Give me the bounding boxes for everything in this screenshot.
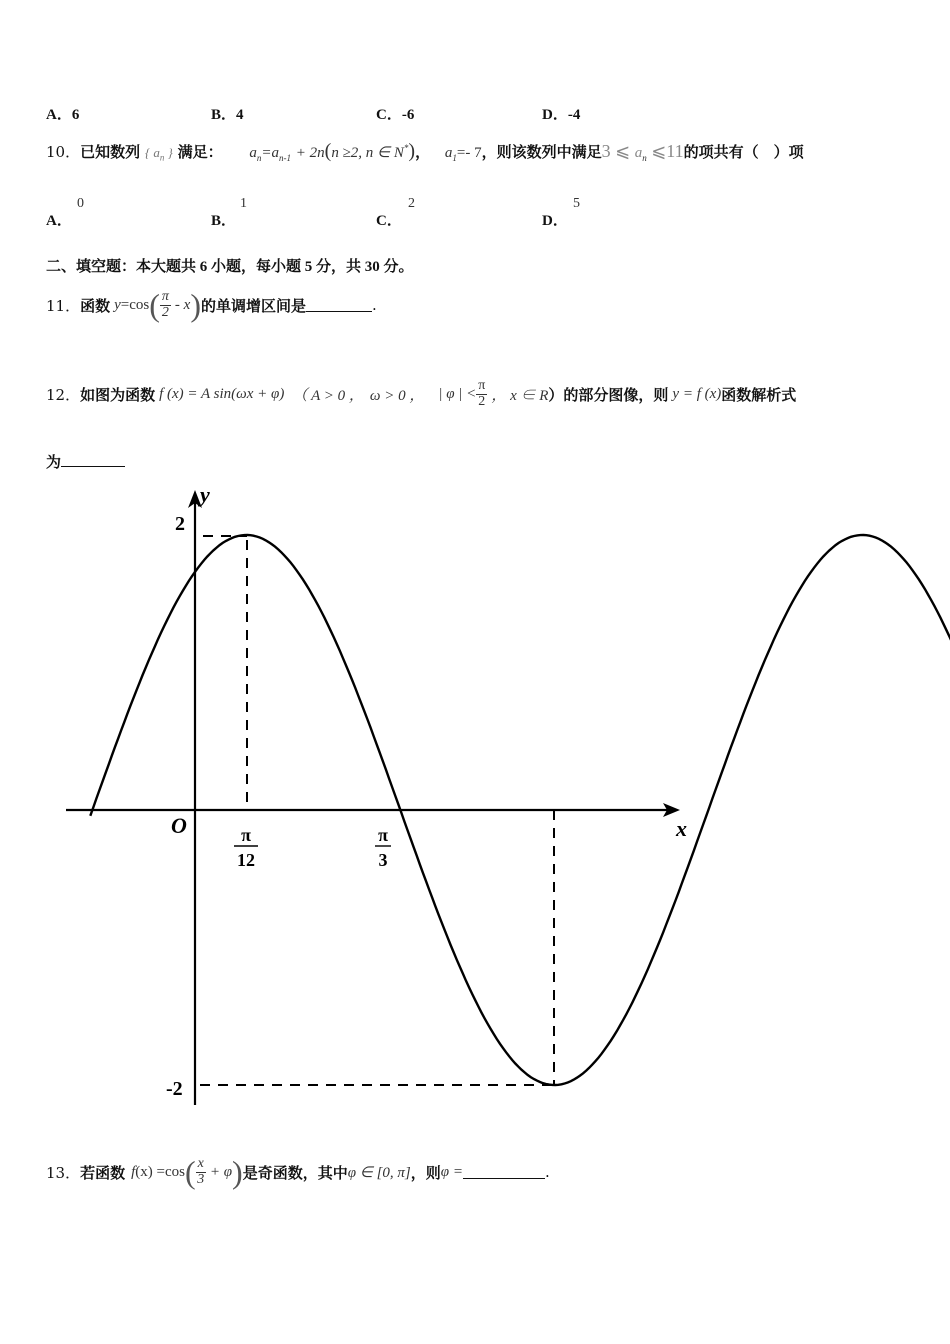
- q9-option-c: C．-6: [376, 107, 415, 123]
- q10-option-a: A．: [46, 213, 72, 229]
- y-min-label: -2: [166, 1078, 183, 1100]
- q10-option-b: B．: [211, 213, 237, 229]
- question-12-line2: 为: [46, 451, 125, 472]
- q10-option-d-value: 5: [573, 196, 580, 211]
- x-axis-label: x: [676, 816, 687, 841]
- q10-option-b-value: 1: [240, 196, 247, 211]
- question-10: 10．已知数列 { $a_n$ } 满足： $a_n=a_{n-1} + 2n(n \ge 2$, n ∈ N*)， $a_1=-$ 7，则该数列中满足3 ⩽ $a_n$ ⩽11的项共有（ ）项: [46, 140, 804, 163]
- q10-option-c-value: 2: [408, 196, 415, 211]
- question-11: 11． 函数 y =cos ( $\frac{\pi}{2}$ - x ) 的单调增区间是 .: [46, 286, 377, 323]
- question-12: 12． 如图为函数 f (x) = A sin(ωx + φ) （ A > 0 ， ω > 0 ， | φ | < $\frac{\pi}{2}$ ， x ∈ R ）的部分图像，则 y = f (x) 函数解析式: [46, 377, 797, 409]
- origin-label: O: [171, 813, 187, 838]
- q9-option-b: B．4: [211, 107, 244, 123]
- q9-option-d: D．-4: [542, 107, 581, 123]
- section-2-heading: 二、填空题：本大题共 6 小题，每小题 5 分，共 30 分。: [46, 259, 414, 275]
- q10-option-a-value: 0: [77, 196, 84, 211]
- xtick-pi12-num: π: [241, 825, 251, 845]
- q10-option-c: C．: [376, 213, 402, 229]
- xtick-pi3-den: 3: [378, 850, 388, 870]
- q10-option-d: D．: [542, 213, 568, 229]
- y-axis-label: y: [200, 482, 210, 507]
- xtick-pi12-den: 12: [237, 850, 255, 870]
- question-13: 13． 若函数 f (x) =cos ( $\frac{x}{3}$ + φ ) 是奇函数，其中 φ ∈ [0, π] ，则 φ = .: [46, 1153, 550, 1190]
- y-max-label: 2: [175, 513, 185, 535]
- xtick-pi3-num: π: [378, 825, 388, 845]
- q9-option-a: A．6: [46, 107, 80, 123]
- sine-graph: [0, 470, 950, 1130]
